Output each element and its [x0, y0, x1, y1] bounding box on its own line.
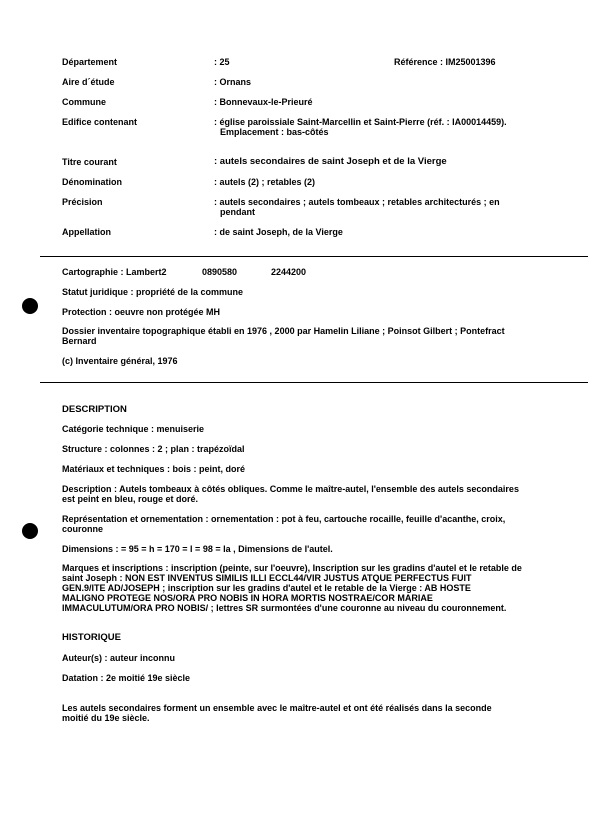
- historique-heading: HISTORIQUE: [62, 632, 121, 643]
- coord-x: 0890580: [202, 267, 238, 277]
- datation: Datation : 2e moitié 19e siècle: [62, 673, 191, 683]
- dossier-line-2: Bernard: [62, 336, 97, 346]
- reference: Référence : IM25001396: [394, 57, 496, 67]
- description-line-1: Description : Autels tombeaux à côtés obliques. Comme le maître-autel, l'ensemble des autels secondaires: [62, 484, 519, 494]
- departement-label: Département: [62, 57, 118, 67]
- aire-etude-value: : Ornans: [214, 77, 252, 87]
- departement-value: : 25: [214, 57, 230, 67]
- edifice-label: Edifice contenant: [62, 117, 138, 127]
- description-line-2: est peint en bleu, rouge et doré.: [62, 494, 199, 504]
- representation-line-2: couronne: [62, 524, 104, 534]
- protection: Protection : oeuvre non protégée MH: [62, 307, 221, 317]
- dossier-line-1: Dossier inventaire topographique établi en 1976 , 2000 par Hamelin Liliane ; Poinsot Gilbert ; Pontefract: [62, 326, 505, 336]
- precision-value-line-1: : autels secondaires ; autels tombeaux ; retables architecturés ; en: [214, 197, 500, 207]
- structure: Structure : colonnes : 2 ; plan : trapézoïdal: [62, 444, 245, 454]
- marques-line-1: Marques et inscriptions : inscription (peinte, sur l'oeuvre), Inscription sur les gradins d'autel et le retable de: [62, 563, 522, 573]
- coord-y: 2244200: [271, 267, 307, 277]
- marques-line-2: saint Joseph : NON EST INVENTUS SIMILIS ILLI ECCL44/VIR JUSTUS ATQUE PERFECTUS FUIT: [62, 573, 472, 583]
- precision-label: Précision: [62, 197, 103, 207]
- aire-etude-label: Aire d´étude: [62, 77, 115, 87]
- marques-line-5: IMMACULUTUM/ORA PRO NOBIS/ ; lettres SR surmontées d'une couronne au niveau du couronnement.: [62, 603, 507, 613]
- dimensions: Dimensions : = 95 = h = 170 = l = 98 = la , Dimensions de l'autel.: [62, 544, 333, 554]
- punch-hole-bottom: [22, 523, 38, 539]
- appellation-label: Appellation: [62, 227, 111, 237]
- appellation-value: : de saint Joseph, de la Vierge: [214, 227, 343, 237]
- denomination-value: : autels (2) ; retables (2): [214, 177, 316, 187]
- commune-value: : Bonnevaux-le-Prieuré: [214, 97, 313, 107]
- divider-bottom: [40, 382, 588, 383]
- titre-courant-value: : autels secondaires de saint Joseph et de la Vierge: [214, 156, 447, 167]
- description-heading: DESCRIPTION: [62, 404, 127, 415]
- copyright: (c) Inventaire général, 1976: [62, 356, 178, 366]
- edifice-value-line-2: Emplacement : bas-côtés: [220, 127, 329, 137]
- categorie-technique: Catégorie technique : menuiserie: [62, 424, 205, 434]
- marques-line-4: MALIGNO PROTEGE NOS/ORA PRO NOBIS IN HORA MORTIS NOSTRAE/COR MARIAE: [62, 593, 433, 603]
- titre-courant-label: Titre courant: [62, 157, 117, 167]
- edifice-value-line-1: : église paroissiale Saint-Marcellin et Saint-Pierre (réf. : IA00014459).: [214, 117, 507, 127]
- marques-line-3: GEN.9/ITE AD/JOSEPH ; inscription sur les gradins d'autel et le retable de la Vierge : AB HOSTE: [62, 583, 471, 593]
- commune-label: Commune: [62, 97, 107, 107]
- historique-text-line-2: moitié du 19e siècle.: [62, 713, 150, 723]
- denomination-label: Dénomination: [62, 177, 122, 187]
- historique-text-line-1: Les autels secondaires forment un ensemble avec le maître-autel et ont été réalisés dans la seconde: [62, 703, 492, 713]
- divider-top: [40, 256, 588, 257]
- materiaux-techniques: Matériaux et techniques : bois : peint, doré: [62, 464, 246, 474]
- auteur: Auteur(s) : auteur inconnu: [62, 653, 175, 663]
- representation-line-1: Représentation et ornementation : ornementation : pot à feu, cartouche rocaille, feuille d'acanthe, croix,: [62, 514, 506, 524]
- punch-hole-top: [22, 298, 38, 314]
- precision-value-line-2: pendant: [220, 207, 255, 217]
- cartographie: Cartographie : Lambert2: [62, 267, 167, 277]
- statut-juridique: Statut juridique : propriété de la commune: [62, 287, 244, 297]
